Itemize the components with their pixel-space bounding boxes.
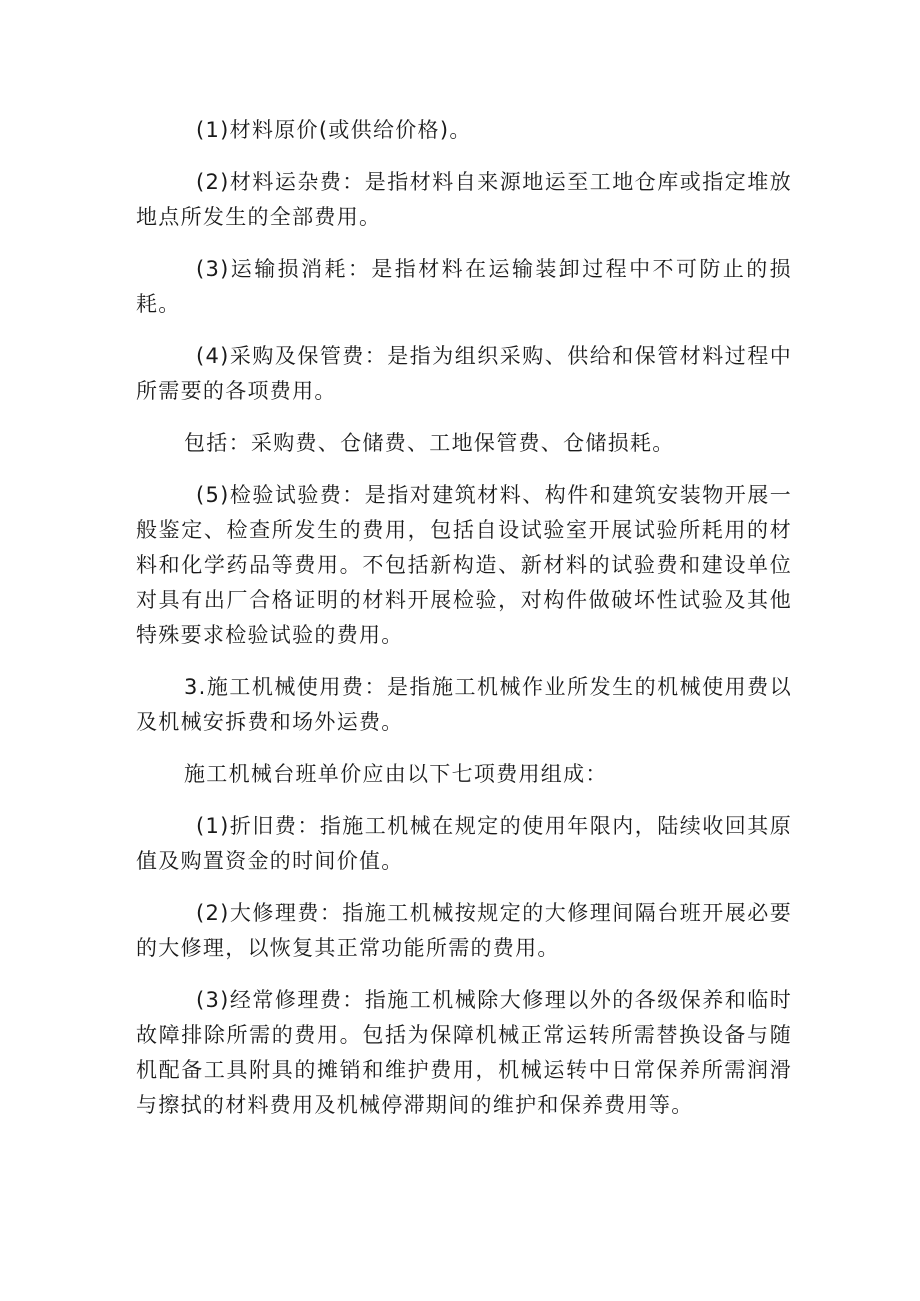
- paragraph-machinery-usage-fee: 3.施工机械使用费：是指施工机械作业所发生的机械使用费以及机械安拆费和场外运费。: [136, 675, 792, 734]
- paragraph-machine-shift-price: 施工机械台班单价应由以下七项费用组成：: [184, 762, 608, 786]
- paragraph-major-repair: (2)大修理费：指施工机械按规定的大修理间隔台班开展必要的大修理，以恢复其正常功能所需的费用。: [136, 901, 792, 960]
- paragraph-material-freight: (2)材料运杂费：是指材料自来源地运至工地仓库或指定堆放地点所发生的全部费用。: [136, 170, 792, 229]
- paragraph-inspection-testing: (5)检验试验费：是指对建筑材料、构件和建筑安装物开展一般鉴定、检查所发生的费用，包括自设试验室开展试验所耗用的材料和化学药品等费用。不包括新构造、新材料的试验费和建设单位对具有出厂合格证明的材料开展检验，对构件做破坏性试验及其他特殊要求检验试验的费用。: [136, 483, 792, 647]
- paragraph-transport-loss: (3)运输损消耗：是指材料在运输装卸过程中不可防止的损耗。: [136, 257, 792, 316]
- paragraph-material-original-price: (1)材料原价(或供给价格)。: [196, 118, 472, 142]
- document-body: [136, 113, 792, 1140]
- paragraph-procurement-storage: (4)采购及保管费：是指为组织采购、供给和保管材料过程中所需要的各项费用。: [136, 344, 792, 403]
- paragraph-regular-repair: (3)经常修理费：指施工机械除大修理以外的各级保养和临时故障排除所需的费用。包括为保障机械正常运转所需替换设备与随机配备工具附具的摊销和维护费用，机械运转中日常保养所需润滑与擦拭的材料费用及机械停滞期间的维护和保养费用等。: [136, 988, 792, 1117]
- paragraph-depreciation: (1)折旧费：指施工机械在规定的使用年限内，陆续收回其原值及购置资金的时间价值。: [136, 814, 792, 873]
- paragraph-includes: 包括：采购费、仓储费、工地保管费、仓储损耗。: [184, 431, 675, 455]
